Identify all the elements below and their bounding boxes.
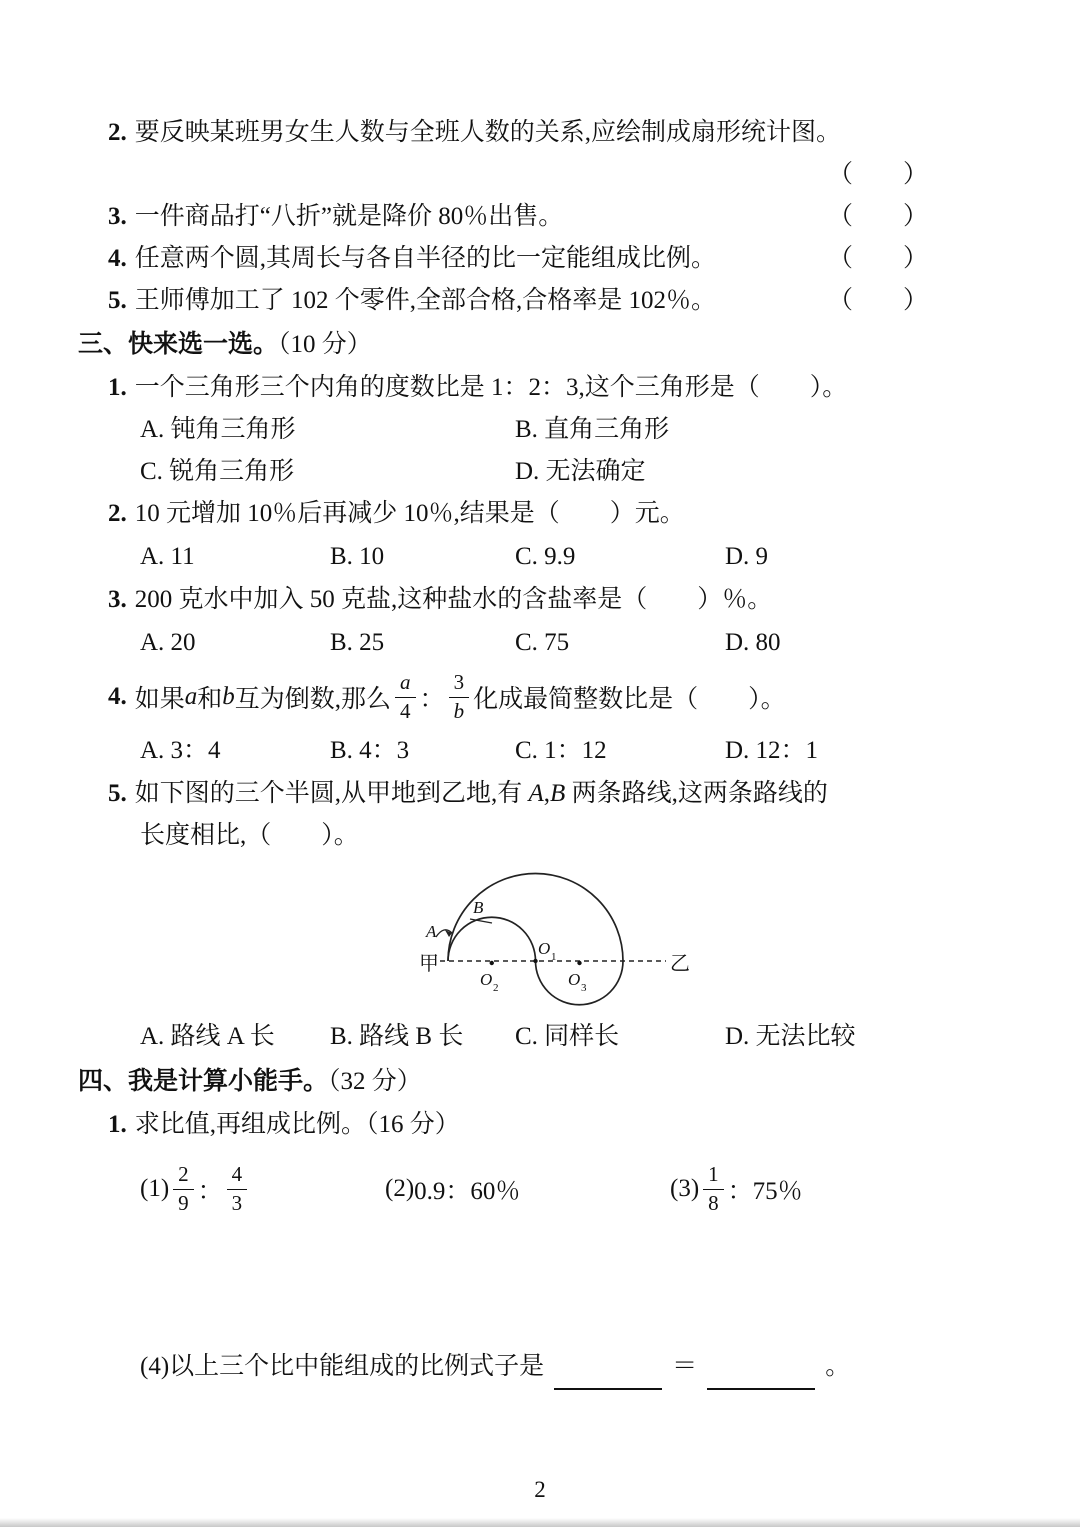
fraction-1-over-8: $\frac{1}{8}$ bbox=[703, 1162, 724, 1215]
option-a: A. 钝角三角形 bbox=[140, 416, 296, 443]
choice-q1-number: 1. bbox=[108, 374, 127, 401]
scan-edge-artifact bbox=[0, 1518, 1080, 1527]
proportion-blank-line: (4)以上三个比中能组成的比例式子是 ＝ 。 bbox=[78, 1344, 928, 1390]
choice-q5-options bbox=[78, 1015, 928, 1059]
judge-item-4-number: 4. bbox=[108, 245, 127, 272]
answer-blank-1 bbox=[554, 1365, 662, 1390]
upper-small-semicircle-arc bbox=[448, 917, 536, 961]
section-3-heading bbox=[78, 322, 928, 367]
option-c: C. 锐角三角形 bbox=[140, 458, 295, 485]
answer-bracket: （ ） bbox=[827, 203, 928, 230]
point-o1-dot bbox=[533, 959, 537, 963]
option-c: C. 75 bbox=[515, 629, 570, 656]
judge-item-4-text: 4. 任意两个圆,其周长与各自半径的比一定能组成比例。 bbox=[108, 245, 717, 272]
section-4-score: （32 分） bbox=[328, 1068, 422, 1095]
option-b: B. 10 bbox=[330, 543, 385, 570]
choice-q2-options bbox=[78, 535, 928, 579]
point-o3-dot bbox=[577, 961, 581, 965]
choice-q5-number: 5. bbox=[108, 780, 127, 807]
section-3-score: （10 分） bbox=[278, 331, 372, 358]
answer-bracket: （ ） bbox=[827, 287, 928, 314]
fraction-3-over-b: $\frac{3}{b}$ bbox=[449, 670, 470, 723]
option-b: B. 4：3 bbox=[330, 737, 410, 764]
judge-item-5-number: 5. bbox=[108, 287, 127, 314]
answer-bracket: （ ） bbox=[827, 161, 928, 188]
label-route-b: B bbox=[473, 898, 484, 917]
label-o2: O bbox=[480, 970, 493, 989]
label-o3: O bbox=[568, 970, 581, 989]
choice-q3-options bbox=[78, 621, 928, 665]
section-4-title: 四、我是计算小能手。 bbox=[78, 1067, 329, 1095]
ratio-colon: ： bbox=[419, 686, 445, 713]
judge-item-3 bbox=[78, 196, 928, 238]
semicircle-figure bbox=[418, 861, 698, 1013]
judge-item-2 bbox=[78, 112, 928, 154]
calc-item-2: (2) 0.9：60％ bbox=[385, 1175, 521, 1205]
label-jia: 甲 bbox=[419, 953, 439, 975]
calc-q1-stem: 1. 求比值,再组成比例。（16 分） bbox=[108, 1111, 460, 1138]
option-c: C. 1：12 bbox=[515, 737, 607, 764]
choice-q2-number: 2. bbox=[108, 500, 127, 527]
calc-item-3: (3) $\frac{1}{8}$ ：75％ bbox=[670, 1162, 803, 1215]
judge-item-2-number: 2. bbox=[108, 119, 127, 146]
option-c: C. 同样长 bbox=[515, 1023, 620, 1050]
choice-q1-options bbox=[78, 409, 928, 493]
choice-q4-stem: 4. 如果 a 和 b 互为倒数,那么 $\frac{a}{4}$ ： $\frac{3}{b}$ 化成最简整数比是（ ）。 bbox=[108, 670, 786, 723]
choice-q1-stem: 1. 一个三角形三个内角的度数比是 1：2：3,这个三角形是（ ）。 bbox=[108, 374, 848, 401]
fraction-a-over-4: $\frac{a}{4}$ bbox=[395, 670, 416, 723]
var-a: a bbox=[184, 683, 198, 710]
option-d: D. 80 bbox=[725, 629, 781, 656]
var-b: b bbox=[222, 683, 235, 710]
option-d: D. 9 bbox=[725, 543, 769, 570]
answer-bracket: （ ） bbox=[827, 245, 928, 272]
choice-q4-number: 4. bbox=[108, 683, 127, 710]
choice-q3-stem: 3. 200 克水中加入 50 克盐,这种盐水的含盐率是（ ）％。 bbox=[108, 586, 773, 613]
calc-item-4-label: (4) bbox=[140, 1353, 170, 1380]
judge-item-4 bbox=[78, 238, 928, 280]
option-d: D. 无法确定 bbox=[515, 458, 646, 485]
option-b: B. 25 bbox=[330, 629, 385, 656]
big-semicircle-arc bbox=[448, 874, 623, 962]
option-a: A. 11 bbox=[140, 543, 195, 570]
ratio-colon: ： bbox=[197, 1178, 223, 1205]
label-yi: 乙 bbox=[670, 953, 690, 975]
label-o3-sub: 3 bbox=[581, 982, 587, 994]
route-a-letter: A bbox=[528, 780, 544, 807]
label-o1-sub: 1 bbox=[551, 951, 557, 963]
calc-q1-number: 1. bbox=[108, 1111, 127, 1138]
equals-sign: ＝ bbox=[672, 1353, 698, 1380]
label-o1: O bbox=[538, 939, 551, 958]
option-b: B. 路线 B 长 bbox=[330, 1023, 464, 1050]
option-d: D. 无法比较 bbox=[725, 1023, 856, 1050]
option-a: A. 3：4 bbox=[140, 737, 221, 764]
route-b-letter: B bbox=[550, 780, 566, 807]
judge-item-2-text: 2. 要反映某班男女生人数与全班人数的关系,应绘制成扇形统计图。 bbox=[108, 119, 842, 146]
judge-item-3-text: 3. 一件商品打“八折”就是降价 80％出售。 bbox=[108, 203, 564, 230]
choice-q3-number: 3. bbox=[108, 586, 127, 613]
calc-item-1: (1) $\frac{2}{9}$ ： $\frac{4}{3}$ bbox=[140, 1162, 385, 1215]
label-o2-sub: 2 bbox=[493, 982, 499, 994]
option-d: D. 12：1 bbox=[725, 737, 819, 764]
calc-items-row bbox=[78, 1154, 928, 1224]
point-o2-dot bbox=[490, 961, 494, 965]
fraction-2-over-9: $\frac{2}{9}$ bbox=[173, 1162, 194, 1215]
judge-item-2-answer-line bbox=[78, 154, 928, 196]
choice-q5-stem-line2: 长度相比,（ ）。 bbox=[140, 822, 359, 849]
judge-item-5 bbox=[78, 280, 928, 322]
option-c: C. 9.9 bbox=[515, 543, 576, 570]
judge-item-3-number: 3. bbox=[108, 203, 127, 230]
option-a: A. 路线 A 长 bbox=[140, 1023, 275, 1050]
fraction-4-over-3: $\frac{4}{3}$ bbox=[227, 1162, 248, 1215]
option-b: B. 直角三角形 bbox=[515, 416, 670, 443]
option-a: A. 20 bbox=[140, 629, 196, 656]
choice-q4-options bbox=[78, 729, 928, 773]
page-number: 2 bbox=[534, 1477, 546, 1502]
semicircle-figure-svg bbox=[418, 861, 698, 1013]
answer-blank-2 bbox=[707, 1365, 815, 1390]
judge-item-5-text: 5. 王师傅加工了 102 个零件,全部合格,合格率是 102％。 bbox=[108, 287, 717, 314]
label-route-a: A bbox=[426, 922, 437, 941]
section-3-title: 三、快来选一选。 bbox=[78, 330, 279, 358]
choice-q2-stem: 2. 10 元增加 10％后再减少 10％,结果是（ ）元。 bbox=[108, 500, 685, 527]
section-4-heading bbox=[78, 1059, 928, 1104]
choice-q5-stem: 5. 如下图的三个半圆,从甲地到乙地,有 A,B 两条路线,这两条路线的 bbox=[108, 780, 828, 807]
